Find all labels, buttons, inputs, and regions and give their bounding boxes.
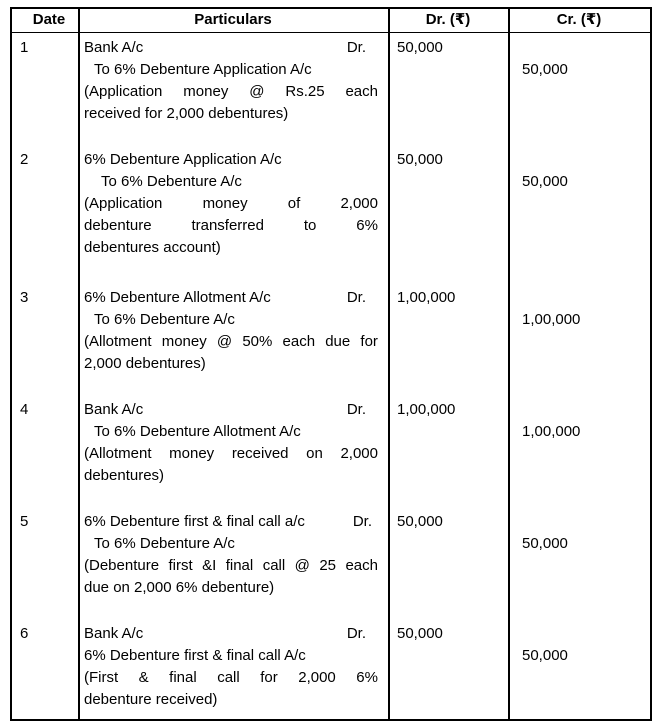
debit-line xyxy=(84,399,378,421)
debit-account: Bank A/c xyxy=(84,39,144,56)
dr-label xyxy=(366,149,378,171)
entry-date: 3 xyxy=(20,289,29,306)
narration-line: (Application money of 2,000 xyxy=(84,195,378,212)
dr-label: Dr. xyxy=(346,39,366,56)
entry-particulars xyxy=(78,37,388,125)
journal-entries-table xyxy=(10,7,652,721)
narration-line: due on 2,000 6% debenture) xyxy=(84,579,275,596)
debit-line xyxy=(84,149,378,171)
credit-line: 6% Debenture first & final call A/c xyxy=(84,647,306,664)
column-divider xyxy=(388,9,390,719)
journal-entry xyxy=(12,399,650,487)
narration xyxy=(84,331,378,375)
credit-line: To 6% Debenture Allotment A/c xyxy=(94,423,301,440)
debit-amount: 50,000 xyxy=(397,39,443,56)
narration-line: 2,000 debentures) xyxy=(84,355,206,372)
header-cr: Cr. (₹) xyxy=(556,11,602,28)
column-divider xyxy=(508,9,510,719)
narration-line: (First & final call for 2,000 6% xyxy=(84,669,378,686)
debit-account: Bank A/c xyxy=(84,401,144,418)
entry-date: 1 xyxy=(20,39,29,56)
credit-amount: 50,000 xyxy=(522,647,568,664)
header-particulars: Particulars xyxy=(194,11,272,28)
narration-line: (Application money @ Rs.25 each xyxy=(84,83,378,100)
journal-entry xyxy=(12,149,650,259)
narration xyxy=(84,193,378,259)
credit-amount: 1,00,000 xyxy=(522,423,581,440)
header-date: Date xyxy=(32,11,66,28)
narration-line: debentures) xyxy=(84,467,165,484)
table-body xyxy=(12,33,650,719)
dr-label: Dr. xyxy=(346,289,366,306)
debit-amount: 50,000 xyxy=(397,151,443,168)
entry-date: 4 xyxy=(20,401,29,418)
narration-line: (Allotment money @ 50% each due for xyxy=(84,333,378,350)
debit-line xyxy=(84,623,378,645)
header-dr: Dr. (₹) xyxy=(425,11,471,28)
credit-amount: 50,000 xyxy=(522,173,568,190)
entry-particulars xyxy=(78,149,388,259)
debit-line xyxy=(84,37,378,59)
narration xyxy=(84,555,378,599)
debit-line xyxy=(84,287,378,309)
debit-amount: 50,000 xyxy=(397,513,443,530)
debit-account: Bank A/c xyxy=(84,625,144,642)
credit-line: To 6% Debenture A/c xyxy=(101,173,242,190)
entry-particulars xyxy=(78,399,388,487)
journal-entry xyxy=(12,511,650,599)
credit-amount: 50,000 xyxy=(522,61,568,78)
credit-line: To 6% Debenture A/c xyxy=(94,311,235,328)
debit-amount: 1,00,000 xyxy=(397,401,456,418)
entry-date: 2 xyxy=(20,151,29,168)
journal-entry xyxy=(12,37,650,125)
narration-line: debenture received) xyxy=(84,691,218,708)
narration xyxy=(84,81,378,125)
debit-amount: 1,00,000 xyxy=(397,289,456,306)
credit-line: To 6% Debenture Application A/c xyxy=(94,61,312,78)
column-divider xyxy=(78,9,80,719)
credit-amount: 50,000 xyxy=(522,535,568,552)
dr-label: Dr. xyxy=(346,625,366,642)
narration-line: (Allotment money received on 2,000 xyxy=(84,445,378,462)
journal-entry xyxy=(12,623,650,711)
narration xyxy=(84,667,378,711)
narration xyxy=(84,443,378,487)
narration-line: (Debenture first &I final call @ 25 each xyxy=(84,557,378,574)
debit-account: 6% Debenture Application A/c xyxy=(84,151,282,168)
debit-account: 6% Debenture Allotment A/c xyxy=(84,289,271,306)
narration-line: received for 2,000 debentures) xyxy=(84,105,289,122)
entry-date: 6 xyxy=(20,625,29,642)
dr-label: Dr. xyxy=(352,513,372,530)
debit-amount: 50,000 xyxy=(397,625,443,642)
narration-line: debenture transferred to 6% xyxy=(84,217,378,234)
debit-account: 6% Debenture first & final call a/c xyxy=(84,513,305,530)
entry-particulars xyxy=(78,623,388,711)
debit-line xyxy=(84,511,378,533)
entry-particulars xyxy=(78,511,388,599)
credit-amount: 1,00,000 xyxy=(522,311,581,328)
dr-label: Dr. xyxy=(346,401,366,418)
entry-particulars xyxy=(78,287,388,375)
narration-line: debentures account) xyxy=(84,239,221,256)
credit-line: To 6% Debenture A/c xyxy=(94,535,235,552)
table-header-row xyxy=(12,9,650,33)
journal-entry xyxy=(12,287,650,375)
entry-date: 5 xyxy=(20,513,29,530)
